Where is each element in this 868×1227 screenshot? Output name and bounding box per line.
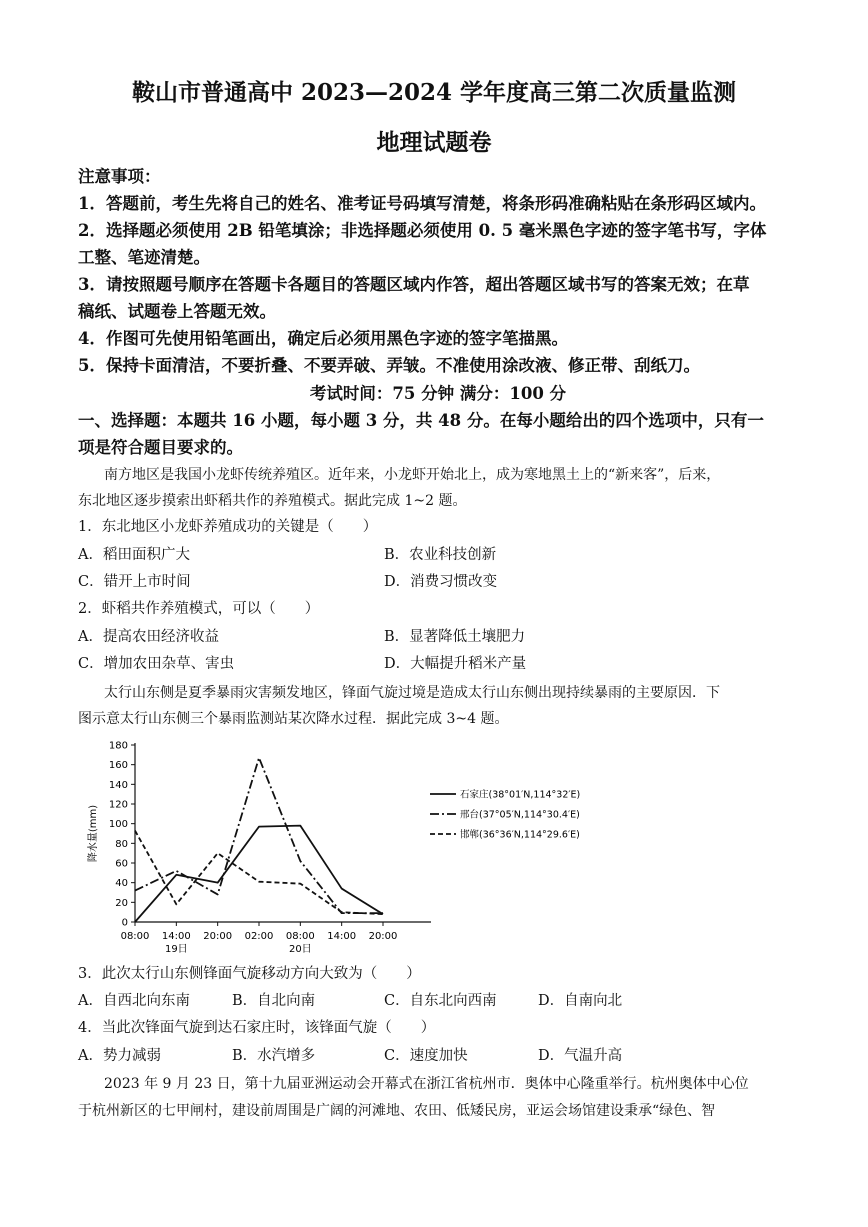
option-a: A．势力减弱 — [78, 1048, 161, 1064]
x-tick-label: 02:00 — [244, 931, 274, 942]
chart-series — [135, 758, 383, 922]
x-tick-label: 08:00 — [285, 931, 315, 942]
y-tick-label: 140 — [108, 779, 128, 791]
passage-text: 南方地区是我国小龙虾传统养殖区。近年来，小龙虾开始北上，成为寒地黑土上的“新来客”，后来， — [104, 467, 721, 483]
option-a: A．稻田面积广大 — [78, 547, 190, 563]
notice-heading: 注意事项： — [78, 167, 161, 186]
section-heading: 一、选择题：本题共 16 小题，每小题 3 分，共 48 分。在每小题给出的四个选项中，只有一 — [78, 411, 764, 430]
passage-text: 东北地区逐步摸索出虾稻共作的养殖模式。据此完成 1~2 题。 — [78, 493, 467, 509]
option-c: C．自东北向西南 — [384, 993, 497, 1009]
passage-text: 于杭州新区的七甲闸村，建设前周围是广阔的河滩地、农田、低矮民房，亚运会场馆建设秉承“绿色、智 — [78, 1103, 716, 1119]
y-axis-ticks — [109, 741, 135, 929]
option-d: D．自南向北 — [538, 993, 623, 1009]
section-heading: 项是符合题目要求的。 — [78, 438, 243, 457]
notice-line: 2．选择题必须使用 2B 铅笔填涂；非选择题必须使用 0. 5 毫米黑色字迹的签字笔书写，字体 — [78, 221, 767, 240]
option-b: B．自北向南 — [232, 993, 316, 1009]
option-a: A．提高农田经济收益 — [78, 629, 219, 645]
x-tick-label: 14:00 — [327, 931, 357, 942]
passage-text: 图示意太行山东侧三个暴雨监测站某次降水过程．据此完成 3~4 题。 — [78, 711, 509, 727]
x-axis-ticks — [121, 922, 398, 954]
option-d: D．气温升高 — [538, 1048, 623, 1064]
question-stem: 1．东北地区小龙虾养殖成功的关键是（ ） — [78, 519, 378, 535]
passage-text: 2023 年 9 月 23 日，第十九届亚洲运动会开幕式在浙江省杭州市．奥体中心隆重举行。杭州奥体中心位 — [104, 1076, 749, 1092]
precipitation-chart — [78, 732, 638, 954]
day-label: 20日 — [288, 944, 312, 954]
notice-line: 5．保持卡面清洁，不要折叠、不要弄破、弄皱。不准使用涂改液、修正带、刮纸刀。 — [78, 356, 700, 375]
legend-label: 石家庄(38°01′N,114°32′E) — [460, 789, 581, 801]
day-label: 19日 — [164, 944, 188, 954]
passage-text: 太行山东侧是夏季暴雨灾害频发地区，锋面气旋过境是造成太行山东侧出现持续暴雨的主要原因．下 — [104, 685, 720, 701]
exam-subtitle: 地理试题卷 — [376, 129, 492, 156]
option-c: C．错开上市时间 — [78, 574, 191, 590]
y-tick-label: 160 — [108, 760, 128, 772]
option-b: B．水汽增多 — [232, 1048, 316, 1064]
option-a: A．自西北向东南 — [78, 993, 190, 1009]
exam-title: 鞍山市普通高中 2023—2024 学年度高三第二次质量监测 — [131, 79, 737, 106]
x-tick-label: 20:00 — [368, 931, 398, 942]
question-stem: 4．当此次锋面气旋到达石家庄时，该锋面气旋（ ） — [78, 1020, 436, 1036]
series-line — [135, 758, 383, 913]
y-tick-label: 0 — [121, 917, 128, 929]
y-tick-label: 20 — [115, 897, 128, 909]
y-tick-label: 100 — [108, 819, 128, 831]
notice-line: 稿纸、试题卷上答题无效。 — [78, 302, 276, 321]
y-tick-label: 40 — [115, 878, 128, 890]
chart-legend — [430, 789, 580, 841]
y-tick-label: 80 — [115, 838, 128, 850]
question-stem: 3．此次太行山东侧锋面气旋移动方向大致为（ ） — [78, 966, 421, 982]
option-d: D．大幅提升稻米产量 — [384, 656, 527, 672]
legend-label: 邯郸(36°36′N,114°29.6′E) — [460, 829, 580, 841]
chart-axes — [86, 740, 431, 922]
legend-label: 邢台(37°05′N,114°30.4′E) — [460, 809, 580, 821]
y-tick-label: 60 — [115, 858, 128, 870]
notice-line: 1．答题前，考生先将自己的姓名、准考证号码填写清楚，将条形码准确粘贴在条形码区域内。 — [78, 194, 766, 213]
notice-line: 工整、笔迹清楚。 — [78, 248, 210, 267]
y-tick-label: 120 — [108, 799, 128, 811]
option-c: C．增加农田杂草、害虫 — [78, 656, 235, 672]
notice-line: 3．请按照题号顺序在答题卡各题目的答题区域内作答，超出答题区域书写的答案无效；在草 — [78, 275, 750, 294]
option-b: B．农业科技创新 — [384, 547, 497, 563]
y-axis-label: 降水量(mm) — [88, 804, 99, 863]
x-tick-label: 08:00 — [120, 931, 150, 942]
x-tick-label: 20:00 — [203, 931, 233, 942]
question-stem: 2．虾稻共作养殖模式，可以（ ） — [78, 601, 320, 617]
option-d: D．消费习惯改变 — [384, 574, 498, 590]
x-tick-label: 14:00 — [161, 931, 191, 942]
option-b: B．显著降低土壤肥力 — [384, 629, 526, 645]
y-tick-label: 180 — [108, 740, 128, 752]
exam-info: 考试时间：75 分钟 满分：100 分 — [309, 384, 567, 403]
option-c: C．速度加快 — [384, 1048, 468, 1064]
notice-line: 4．作图可先使用铅笔画出，确定后必须用黑色字迹的签字笔描黑。 — [78, 329, 568, 348]
